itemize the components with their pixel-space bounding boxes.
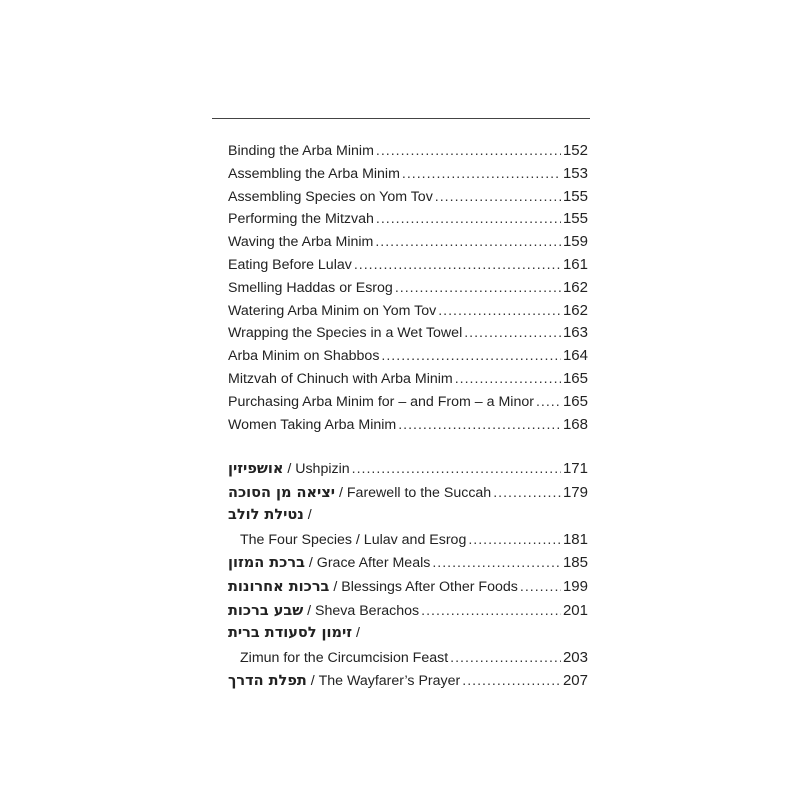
toc-entry-english: / Farewell to the Succah: [335, 484, 492, 501]
toc-entry: [228, 233, 588, 256]
dot-leader: [493, 485, 561, 501]
toc-entry: [228, 370, 588, 393]
toc-entry-hebrew: תפלת הדרך: [228, 673, 307, 690]
toc-entry-english: / Ushpizin: [283, 461, 350, 477]
toc-entry-page: 162: [562, 278, 588, 296]
toc-entry: [228, 460, 588, 484]
toc-entry-english: / Blessings After Other Foods: [329, 578, 518, 595]
dot-leader: [536, 394, 561, 410]
toc-entry-page: 165: [562, 392, 588, 410]
dot-leader: [462, 673, 561, 689]
toc-entry: [228, 188, 588, 211]
toc-entry-page: 152: [562, 142, 588, 159]
toc-entry-page: 168: [562, 415, 588, 433]
dot-leader: [421, 603, 561, 619]
dot-leader: [464, 325, 561, 341]
toc-entry-page: 179: [562, 483, 588, 501]
toc-entry: [228, 625, 588, 649]
toc-entry-title: [228, 461, 350, 477]
toc-entry-title: [228, 507, 312, 523]
dot-leader: [376, 211, 561, 227]
toc-entry: [228, 279, 588, 302]
toc-entry: [228, 484, 588, 508]
dot-leader: [354, 257, 561, 273]
toc-entry: [228, 324, 588, 347]
dot-leader: [352, 461, 561, 477]
toc-entry: [228, 649, 588, 673]
toc-entry-title: Watering Arba Minim on Yom Tov: [228, 302, 437, 319]
toc-entry-page: 159: [562, 233, 588, 251]
toc-entry-page: 185: [562, 554, 588, 572]
toc-entry-title: Arba Minim on Shabbos: [228, 348, 380, 365]
toc-entry: [228, 256, 588, 279]
toc-entry-page: 153: [562, 164, 588, 182]
dot-leader: [450, 650, 561, 666]
toc-entry-page: 201: [562, 601, 588, 619]
toc-entry-title: [228, 603, 419, 619]
toc-entry-title: [240, 650, 448, 666]
toc-entry-title: [228, 555, 430, 571]
toc-entry: [228, 531, 588, 555]
toc-entry-title: Assembling the Arba Minim: [228, 165, 400, 182]
toc-entry-page: 161: [562, 255, 588, 273]
toc-entry-title: Smelling Haddas or Esrog: [228, 279, 393, 296]
toc-entry-title: [228, 673, 460, 689]
dot-leader: [381, 348, 561, 364]
toc-entry-page: 164: [562, 347, 588, 365]
toc-entry-title: Assembling Species on Yom Tov: [228, 188, 433, 205]
toc-entry-title: [228, 625, 360, 641]
toc-entry-english: / Grace After Meals: [304, 555, 431, 572]
toc-entry-english: /: [303, 507, 312, 524]
top-divider: [212, 118, 590, 119]
toc-entry-title: [228, 485, 491, 501]
toc-entry-title: [228, 579, 518, 595]
dot-leader: [432, 555, 561, 571]
toc-entry: [228, 672, 588, 696]
toc-entry-title: Purchasing Arba Minim for – and From – a Minor: [228, 393, 534, 410]
toc-entry: [228, 602, 588, 626]
toc-entry-title: Mitzvah of Chinuch with Arba Minim: [228, 370, 453, 387]
toc-entry-page: 171: [562, 460, 588, 477]
toc-entry-title: [240, 532, 466, 548]
dot-leader: [468, 532, 561, 548]
toc-entry-page: 163: [562, 324, 588, 342]
dot-leader: [438, 303, 561, 319]
toc-entry-title: Performing the Mitzvah: [228, 211, 374, 228]
dot-leader: [395, 280, 561, 296]
toc-entry-page: 181: [562, 530, 588, 548]
toc-entry-english: / The Wayfarer’s Prayer: [306, 673, 461, 690]
toc-entry-english: /: [352, 625, 360, 642]
toc-entry-page: 155: [562, 187, 588, 205]
toc-entry-hebrew: יציאה מן הסוכה: [228, 484, 336, 501]
toc-entry: [228, 416, 588, 439]
toc-section-prayers: [228, 460, 588, 696]
toc-entry-hebrew: זימון לסעודת ברית: [228, 625, 353, 642]
toc-entry: [228, 578, 588, 602]
toc-entry-title: Eating Before Lulav: [228, 256, 352, 273]
dot-leader: [376, 143, 561, 159]
toc-entry: [228, 507, 588, 531]
toc-entry-hebrew: ברכות אחרונות: [228, 578, 330, 595]
dot-leader: [435, 189, 561, 205]
toc-entry-hebrew: שבע ברכות: [228, 602, 304, 619]
toc-entry-page: 165: [562, 369, 588, 387]
toc-entry-title: Wrapping the Species in a Wet Towel: [228, 325, 463, 342]
toc-entry-page: 203: [562, 648, 588, 666]
dot-leader: [375, 234, 561, 250]
toc-entry-title: Binding the Arba Minim: [228, 143, 374, 159]
toc-entry-page: 155: [562, 210, 588, 228]
toc-entry-title: Waving the Arba Minim: [228, 234, 374, 251]
toc-entry: [228, 165, 588, 188]
toc-entry: [228, 302, 588, 325]
dot-leader: [520, 579, 561, 595]
toc-entry-hebrew: נטילת לולב: [228, 507, 304, 524]
toc-entry: [228, 554, 588, 578]
toc-entry-english: The Four Species / Lulav and Esrog: [240, 531, 467, 548]
toc-entry-english: Zimun for the Circumcision Feast: [240, 649, 449, 666]
dot-leader: [402, 166, 561, 182]
toc-entry-hebrew: ברכת המזון: [228, 555, 305, 572]
toc-entry: [228, 210, 588, 233]
toc-entry: [228, 393, 588, 416]
toc-entry-page: 199: [562, 577, 588, 595]
dot-leader: [398, 417, 561, 433]
dot-leader: [455, 371, 561, 387]
toc-entry-page: 162: [562, 301, 588, 319]
toc-entry-english: / Sheva Berachos: [303, 602, 420, 619]
toc-entry: [228, 142, 588, 165]
toc-entry-page: 207: [562, 672, 588, 690]
toc-entry: [228, 347, 588, 370]
toc-section-arba-minim: [228, 142, 588, 438]
toc-entry-title: Women Taking Arba Minim: [228, 416, 397, 433]
toc-entry-hebrew: אושפיזין: [228, 461, 284, 477]
